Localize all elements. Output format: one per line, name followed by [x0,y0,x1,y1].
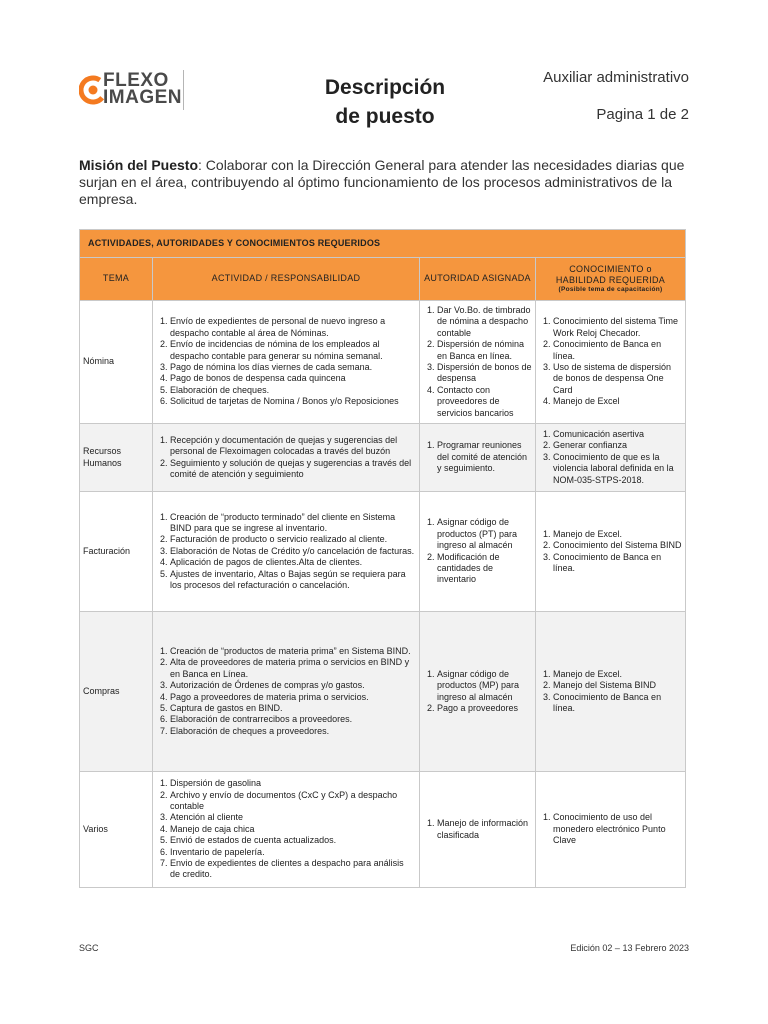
mission-text: : Colaborar con la Dirección General para atender las necesidades diarias que surjan en el área, contribuyendo al óptimo funcionamiento de los procesos administrativos de la empresa. [79,157,685,207]
logo-line-2: IMAGEN [103,87,182,108]
row-conocimiento-list [539,812,682,846]
list-item: 4. Pago a proveedores de materia prima o servicios. [170,692,416,703]
row-autoridad [420,612,536,772]
logo-line-1: FLEXO [103,70,169,91]
list-item: 2. Conocimiento del Sistema BIND [553,540,682,551]
activities-table [79,229,686,888]
row-actividades [153,492,420,612]
list-item: 2. Seguimiento y solución de quejas y sugerencias a través del comité de atención y seguimiento [170,458,416,481]
list-item: 3. Pago de nómina los días viernes de cada semana. [170,362,416,373]
row-conocimiento [536,772,686,888]
row-actividades [153,424,420,492]
table-row [80,612,686,772]
row-conocimiento-list [539,529,682,575]
list-item: 3. Elaboración de Notas de Crédito y/o cancelación de facturas. [170,546,416,557]
list-item: 1. Creación de “producto terminado” del cliente en Sistema BIND para que se ingrese al inventario. [170,512,416,535]
page-header [0,0,768,140]
row-autoridad [420,772,536,888]
row-conocimiento [536,424,686,492]
list-item: 2. Envío de incidencias de nómina de los empleados al despacho contable para generar su nómina semanal. [170,339,416,362]
list-item: 1. Conocimiento de uso del monedero electrónico Punto Clave [553,812,682,846]
page-number: Pagina 1 de 2 [596,106,689,123]
row-autoridad-list [423,818,532,841]
column-header-conocimiento [536,258,686,301]
row-autoridad-list [423,440,532,474]
list-item: 1. Manejo de información clasificada [437,818,532,841]
list-item: 6. Inventario de papelería. [170,847,416,858]
title-line-2: de puesto [335,105,435,128]
table-row [80,772,686,888]
job-role: Auxiliar administrativo [543,69,689,86]
logo-divider [183,70,184,110]
row-tema: Varios [80,772,153,888]
row-actividades-list [156,646,416,737]
column-header-autoridad: AUTORIDAD ASIGNADA [420,258,536,301]
column-header-actividad: ACTIVIDAD / RESPONSABILIDAD [153,258,420,301]
title-line-1: Descripción [324,76,446,99]
row-tema: Compras [80,612,153,772]
row-conocimiento-list [539,669,682,715]
list-item: 3. Dispersión de bonos de despensa [437,362,532,385]
list-item: 5. Elaboración de cheques. [170,385,416,396]
list-item: 1. Programar reuniones del comité de atención y seguimiento. [437,440,532,474]
list-item: 1. Manejo de Excel. [553,669,682,680]
row-autoridad-list [423,305,532,419]
table-row [80,492,686,612]
list-item: 1. Manejo de Excel. [553,529,682,540]
list-item: 3. Conocimiento de Banca en línea. [553,552,682,575]
list-item: 3. Atención al cliente [170,812,416,823]
row-actividades [153,301,420,424]
list-item: 2. Facturación de producto o servicio realizado al cliente. [170,534,416,545]
row-conocimiento [536,301,686,424]
row-autoridad-list [423,669,532,715]
row-actividades [153,612,420,772]
list-item: 1. Creación de “productos de materia prima” en Sistema BIND. [170,646,416,657]
document-title [300,73,470,131]
row-actividades-list [156,316,416,407]
list-item: 4. Contacto con proveedores de servicios bancarios [437,385,532,419]
list-item: 4. Pago de bonos de despensa cada quincena [170,373,416,384]
list-item: 1. Asignar código de productos (PT) para ingreso al almacén [437,517,532,551]
list-item: 1. Dar Vo.Bo. de timbrado de nómina a despacho contable [437,305,532,339]
list-item: 2. Dispersión de nómina en Banca en línea. [437,339,532,362]
footer-left: SGC [79,943,99,953]
table-row [80,424,686,492]
list-item: 6. Elaboración de contrarrecibos a proveedores. [170,714,416,725]
list-item: 2. Alta de proveedores de materia prima o servicios en BIND y en Banca en Línea. [170,657,416,680]
list-item: 1. Asignar código de productos (MP) para ingreso al almacén [437,669,532,703]
list-item: 1. Conocimiento del sistema Time Work Reloj Checador. [553,316,682,339]
row-actividades [153,772,420,888]
list-item: 1. Recepción y documentación de quejas y sugerencias del personal de Flexoimagen colocadas a través del buzón [170,435,416,458]
row-conocimiento [536,612,686,772]
list-item: 3. Conocimiento de que es la violencia laboral definida en la NOM-035-STPS-2018. [553,452,682,486]
mission-label: Misión del Puesto [79,157,199,173]
row-conocimiento-list [539,429,682,486]
logo-wordmark [103,72,182,106]
list-item: 4. Aplicación de pagos de clientes.Alta de clientes. [170,557,416,568]
list-item: 7. Elaboración de cheques a proveedores. [170,726,416,737]
row-actividades-list [156,512,416,592]
list-item: 7. Envio de expedientes de clientes a despacho para análisis de credito. [170,858,416,881]
list-item: 3. Conocimiento de Banca en línea. [553,692,682,715]
list-item: 2. Modificación de cantidades de inventario [437,552,532,586]
list-item: 1. Comunicación asertiva [553,429,682,440]
column-header-conocimiento-note: (Posible tema de capacitación) [558,286,663,294]
row-actividades-list [156,778,416,881]
list-item: 2. Generar confianza [553,440,682,451]
table-title: ACTIVIDADES, AUTORIDADES Y CONOCIMIENTOS REQUERIDOS [80,230,686,258]
list-item: 6. Solicitud de tarjetas de Nomina / Bonos y/o Reposiciones [170,396,416,407]
row-autoridad [420,424,536,492]
company-logo [79,70,189,112]
table-row [80,301,686,424]
column-header-conocimiento-line-1: CONOCIMIENTO o [569,263,652,274]
footer-right: Edición 02 – 13 Febrero 2023 [570,943,689,953]
list-item: 5. Ajustes de inventario, Altas o Bajas según se requiera para los procesos del refacturación o cancelación. [170,569,416,592]
row-conocimiento [536,492,686,612]
list-item: 2. Pago a proveedores [437,703,532,714]
list-item: 5. Envió de estados de cuenta actualizados. [170,835,416,846]
list-item: 4. Manejo de Excel [553,396,682,407]
row-tema: Recursos Humanos [80,424,153,492]
column-header-tema: TEMA [80,258,153,301]
row-autoridad [420,492,536,612]
row-conocimiento-list [539,316,682,407]
list-item: 2. Archivo y envío de documentos (CxC y CxP) a despacho contable [170,790,416,813]
list-item: 3. Uso de sistema de dispersión de bonos de despensa One Card [553,362,682,396]
list-item: 5. Captura de gastos en BIND. [170,703,416,714]
list-item: 2. Conocimiento de Banca en línea. [553,339,682,362]
list-item: 1. Dispersión de gasolina [170,778,416,789]
row-autoridad-list [423,517,532,585]
list-item: 3. Autorización de Órdenes de compras y/o gastos. [170,680,416,691]
list-item: 2. Manejo del Sistema BIND [553,680,682,691]
column-header-conocimiento-line-2: HABILIDAD REQUERIDA [555,275,666,285]
list-item: 4. Manejo de caja chica [170,824,416,835]
row-autoridad [420,301,536,424]
row-tema: Facturación [80,492,153,612]
list-item: 1. Envío de expedientes de personal de nuevo ingreso a despacho contable al área de Nóminas. [170,316,416,339]
row-tema: Nómina [80,301,153,424]
row-actividades-list [156,435,416,481]
mission-paragraph [79,157,689,208]
